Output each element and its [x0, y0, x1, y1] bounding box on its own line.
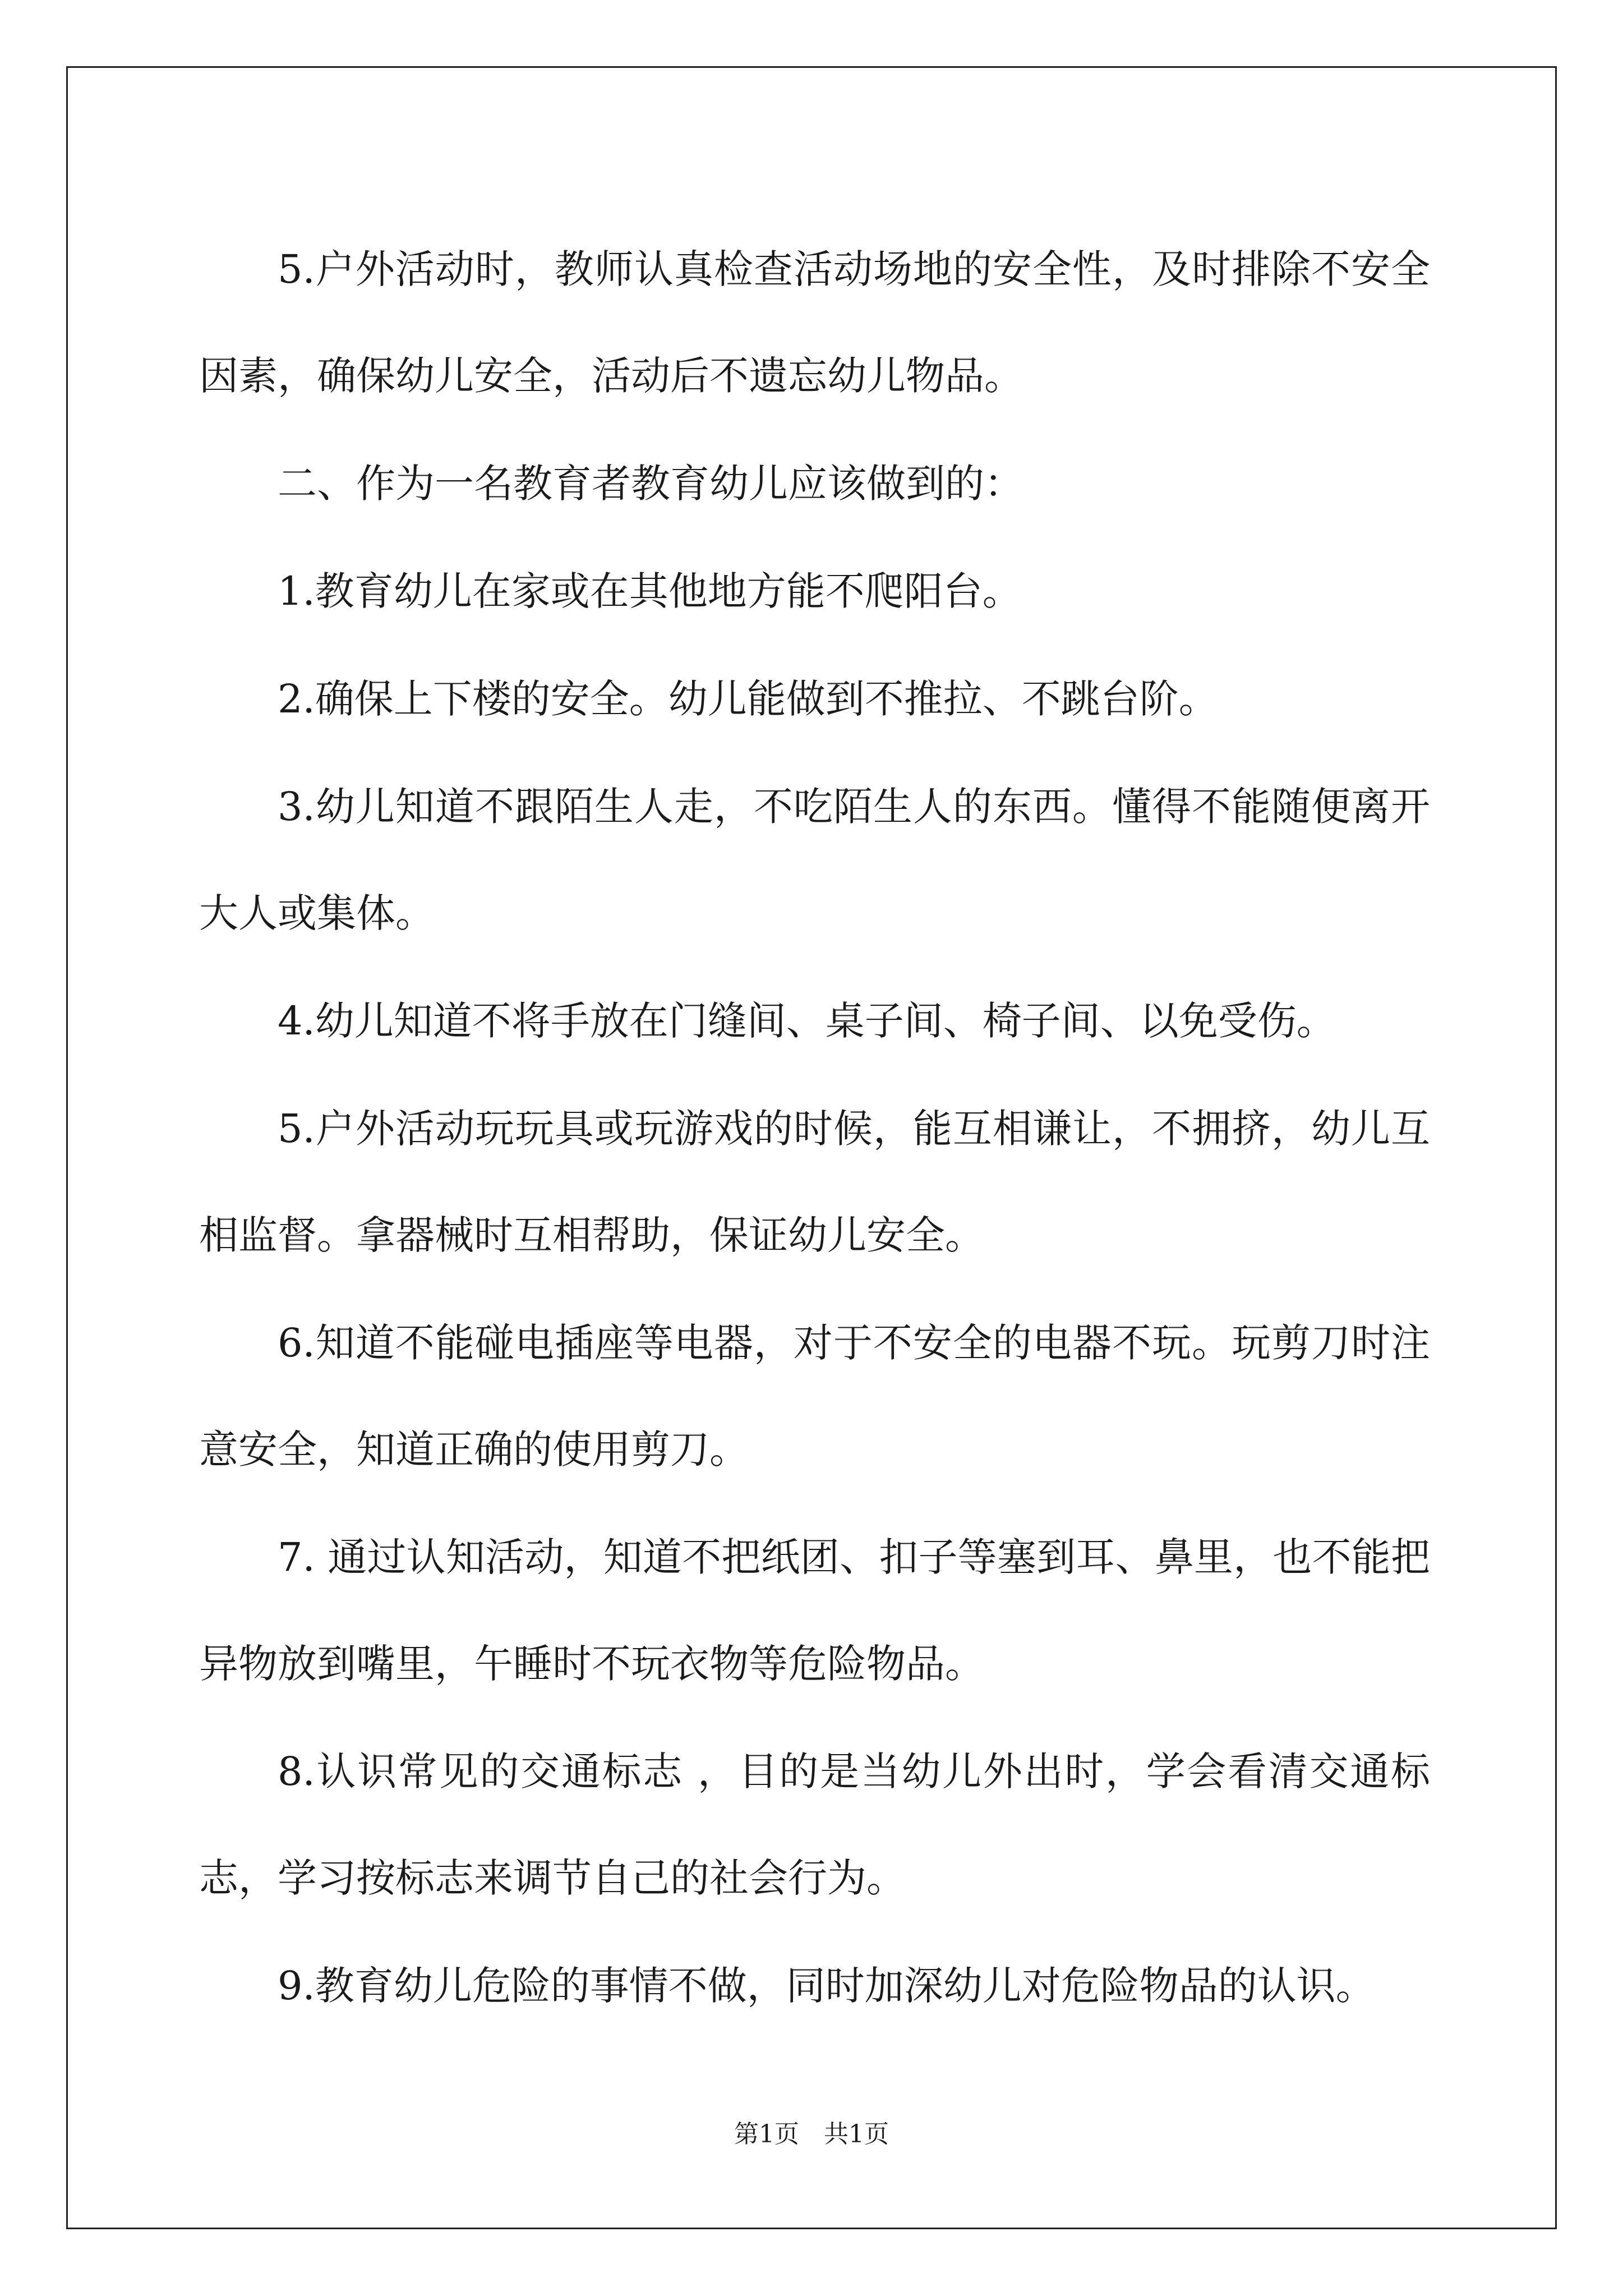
paragraph: 6.知道不能碰电插座等电器，对于不安全的电器不玩。玩剪刀时注意安全，知道正确的使用剪刀。 [199, 1320, 1430, 1473]
paragraph: 9.教育幼儿危险的事情不做，同时加深幼儿对危险物品的认识。 [278, 1963, 1375, 2009]
paragraph: 4.幼儿知道不将手放在门缝间、桌子间、椅子间、以免受伤。 [278, 998, 1336, 1044]
paragraph: 5.户外活动时，教师认真检查活动场地的安全性，及时排除不安全因素，确保幼儿安全，活动后不遗忘幼儿物品。 [199, 246, 1430, 399]
document-body [199, 216, 1430, 2040]
section-heading: 二、作为一名教育者教育幼儿应该做到的： [278, 461, 1023, 507]
paragraph: 2.确保上下楼的安全。幼儿能做到不推拉、不跳台阶。 [278, 676, 1218, 722]
paragraph: 1.教育幼儿在家或在其他地方能不爬阳台。 [278, 568, 1022, 614]
paragraph: 8.认识常见的交通标志 ，目的是当幼儿外出时，学会看清交通标志，学习按标志来调节自己的社会行为。 [199, 1749, 1430, 1901]
paragraph: 3.幼儿知道不跟陌生人走，不吃陌生人的东西。懂得不能随便离开大人或集体。 [199, 784, 1430, 936]
paragraph: 7. 通过认知活动，知道不把纸团、扣子等塞到耳、鼻里，也不能把异物放到嘴里，午睡时不玩衣物等危险物品。 [199, 1534, 1430, 1687]
paragraph: 5.户外活动玩玩具或玩游戏的时候，能互相谦让，不拥挤，幼儿互相监督。拿器械时互相帮助，保证幼儿安全。 [199, 1106, 1430, 1258]
page-number-footer: 第1页 共1页 [734, 2120, 889, 2148]
